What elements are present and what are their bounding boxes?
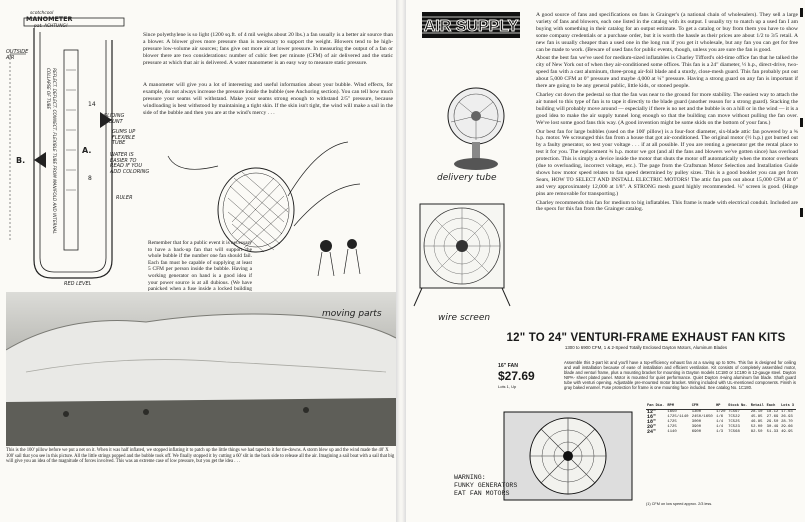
col-retail: Retail — [750, 404, 764, 408]
fan-spec-table — [646, 404, 796, 434]
margin-mark — [800, 118, 803, 127]
sliding-mount-label: SLIDING MOUNT — [104, 113, 125, 125]
table-row: 12" 1650 1300 1/20 7C567 28.10 18.12 17.63 — [647, 408, 793, 415]
venturi-fan-picture — [498, 408, 638, 504]
ad-price-label: 16" FAN — [498, 363, 519, 369]
para-4: Our best fan for large bubbles (used on the 100' pillow) is a four-foot diameter, six-blade attic fan powered by a ¾ h.p. motor. We scrounged this fan from a house that got air-conditioned. The original motor (½ h.p.) got burned out by a faulty generator, so test your voltage . . . if at all possible. If you are renting a generator get the rental place to test it for you. The replacement ¾ h.p. motor we got (and all the fans and blowers we've gotten since) has overload protection. This is simply a device inside the motor that shuts the motor off automatically when the motor overheats (due to overloading, incorrect voltage, etc.). The page from the Craftsman Motor Selection and Installation Guide shows how motor speed relates to fan speed determined by pulley sizes. This is a good booklet you can get from Sears, HOW TO SELECT AND INSTALL ELECTRIC MOTORS! The attic fan puts out about 15,000 CFM at 0" and very approximately 12,000 at 1/8". A STRONG mesh guard highly recommended. ¼" screen is good. (Hinge pins are removable for transporting.) — [536, 128, 798, 197]
scale-8-label: 8 — [88, 175, 92, 182]
right-column-text — [536, 12, 798, 215]
warning-line-2: FUNKY GENERATORS — [454, 482, 518, 489]
ad-body: Assemble this 3-part kit and you'll have a top-efficiency exhaust fan at a saving up to 50%. This fan is designed for ceiling and wall installation because of ease of installation and efficient ventilation. Kit consists of completely assembled motor, blade and venturi frame, plus a mounting bracket for mounting in Dayton models 1C180 or 1C190 in 12-gauge steel. Dayton NIPA- sheet plated panel. Motor is mounted for quiet performance. Quiet Dayton 4-wing aluminum fan blade. Shaft guard tube with venturi opening. Adjustable pre-mounted motor bracket. Wiring included with UL-mentioned components. Finish is gray baked enamel. Fuse protection for frame is one mounting face included. See catalog No. 1C180. — [564, 360, 796, 390]
scale-14-label: 14 — [88, 101, 96, 108]
air-supply-logo — [422, 12, 520, 38]
warning-note — [454, 474, 517, 498]
desk-fan-sketch — [437, 84, 515, 174]
manometer-subtitle: pat. ACHTUNG! — [34, 24, 68, 29]
manometer-title: MANOMETER — [26, 15, 73, 23]
col-fan-dia: Fan Dia. — [646, 404, 666, 409]
logo-text: AIR SUPPLY — [423, 18, 519, 35]
table-note: (1) CFM on low speed approx. 2/3 less. — [646, 502, 713, 506]
backup-fan-paragraph: Remember that for a public event it is necessary to have a back-up fan that will support the whole bubble if the number one fan should fail. Each fan must be capable of supplying at least 5 CFM per person inside the bubble. Having a working generator on hand is a good idea if your power source is at all dubious. (We have panicked when a fuse inside a locked building — [148, 240, 252, 293]
manometer-paragraph: A manometer will give you a lot of interesting and useful information about your bubble. Wind effects, for example, do not always increase the pressure inside the bubble (see Anchoring section). You can tell how much pressure your seams will withstand. Make your seams strong enough to withstand 2/5" pressure, because windloading is best withstood by maintaining a tight skin. If the skin isn't tight, the wind will make a sail in the side of the bubble and then you are at the wind's mercy . . . — [143, 82, 393, 116]
ad-subtitle: 1300 to 6900 CFM, 1 & 2-Speed Totally Enclosed Dayton Motors, Aluminum Blades — [564, 345, 728, 350]
reflect-side-label: REFLECT. DEFLECT. CONNECT. FLEXIBLE TUBE FROM MANIFOLD AND INTERNAL COLLAPSE OF TUBE — [46, 68, 58, 234]
margin-mark — [800, 208, 803, 217]
box-fan-sketch — [410, 196, 514, 308]
water-easier-label: WATER IS EASIER TO READ IF YOU ADD COLORING — [110, 152, 150, 175]
para-2: About the best fan we've used for medium-sized inflatables is Charley Tifford's old-time office fan that he talked the city of New York out of when they air-conditioned some offices. This fan is a 24" diameter, ½ h.p., direct-drive, two-speed fan with a cast aluminum, three-prong air-foil blade and a sturdy, close-mesh guard. This fan probably put out about 5,000 CFM at 0" pressure and maybe 4,000 at ¼" pressure. Having a strong guard on any fan is important if there are going to be any general public, little kids, or stoned people. — [536, 55, 798, 90]
tube-a-label: A. — [82, 146, 92, 155]
warning-line-3: EAT FAN MOTORS — [454, 490, 510, 497]
table-row: 16" 1725/1140 2450/1650 1/6 7C522 45.85 27.69 26.93 — [647, 413, 793, 420]
wire-screen-label: wire screen — [438, 313, 491, 323]
col-each: Each — [766, 404, 780, 409]
moving-parts-label: moving parts — [322, 309, 382, 319]
ad-price-note: Lots 1, Up — [498, 384, 517, 389]
warning-line-1: WARNING: — [454, 474, 486, 481]
exhaust-fan-ad — [496, 332, 796, 510]
photo-caption: This is the 100' pillow before we put a net on it. When it was half inflated, we stopped inflating it to patch up the little things we had taped to it for tie-downs. A storm blew up and the wind made the 40' X 100' sail that you see in this picture. All the little strings popped and the bubble took off. We finally stopped it by cutting a 60' slit in the back side to release all the air. Imagining a sail boat with a sail that big will give you an idea of the magnitude of forces involved. This was an extreme case of low pressure, but you get the idea . . . — [6, 448, 395, 465]
gums-up-label: GUMS UP FLEXIBLE TUBE — [112, 129, 136, 147]
col-rpm: RPM — [666, 404, 690, 409]
table-row: 24" 1140 6900 1/3 7C568 82.50 51.33 49.95 — [647, 428, 793, 435]
intro-paragraph: Since polyethylene is so light (1200 sq.ft. of 4 mil weighs about 20 lbs.) a fan usually is a better air source than a blower. A blower gives more pressure than is necessary to support the weight. Blowers tend to be high-pressure low-volume air sources; fans give out more air at lower pressure. In measuring the output of a fan or blower there are two considerations: number of cubic feet per minute (CFM) of air delivered and the static pressure at which that air is delivered. A water manometer is an easy way to measure static pressure. — [143, 32, 393, 66]
col-lots: Lots 3 — [781, 404, 795, 408]
delivery-tube-label: delivery tube — [437, 173, 497, 183]
col-stock: Stock No. — [727, 404, 750, 409]
manometer-note: scotchcool — [30, 11, 54, 16]
ruler-label: RULER — [116, 195, 133, 201]
para-5: Charley recommends this fan for medium to big inflatables. This frame is made with electrical conduit. Included are the specs for this fan from the Grainger catalog. — [536, 199, 798, 213]
tube-b-label: B. — [16, 156, 26, 165]
para-3: Charley cut down the pedestal so that the fan was near to the ground for more stability. The easiest way to attach the air tunnel to this type of fan is to tape it directly to the blade guard (another reason for a strong guard). Stacking the building will probably move around — especially if there is no net and the bubble is on a hill or in the wind — it is a good idea to make the air supply tunnel long enough so that the building can move without pulling the fan over. We've lost some good fans this way. (A good invention might be some skids on the bottom of your fans.) — [536, 91, 798, 126]
outside-air-label: OUTSIDE AIR — [6, 49, 29, 61]
col-hp: HP — [715, 404, 727, 409]
margin-mark — [800, 8, 803, 17]
table-row: 20" 1725 3900 1/4 7C523 52.00 30.49 29.66 — [647, 423, 793, 430]
red-level-label: RED LEVEL — [64, 281, 92, 287]
para-1: A good source of fans and specifications on fans is Grainger's (a national chain of wholesalers). They sell a large variety of fans and blowers, each one listed in the catalog with its output. I usually try to match up a used fan I am buying with something in their catalog for an output estimate. To get a catalog or buy from them you have to show some company credentials or a purchase order, but it is worth the hassle as their prices are about 1/2 to 3/5 retail. A new fan is usually cheaper than a used one in the long run if you get it wholesale, but any fan you can get for free can be made to work. (Beware of used fans for public events, though, unless you are sure the fan is good. — [536, 12, 798, 53]
ad-title: 12" TO 24" VENTURI-FRAME EXHAUST FAN KITS — [506, 332, 786, 344]
col-cfm: CFM — [691, 404, 715, 409]
table-row: 18" 1725 3000 1/4 7C525 46.85 29.50 28.70 — [647, 418, 793, 425]
ad-price: $27.69 — [498, 369, 535, 383]
